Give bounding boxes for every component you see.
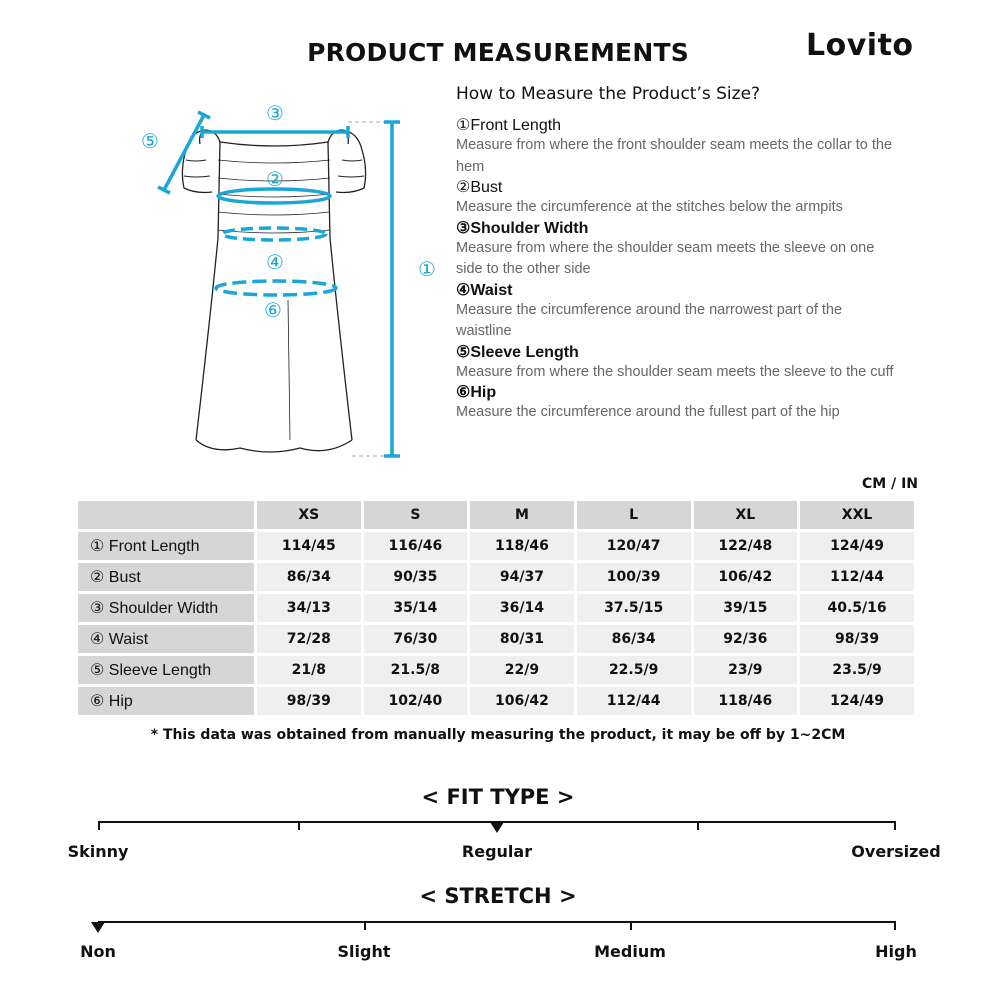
how-to-item xyxy=(456,281,896,343)
fit-type-title: < FIT TYPE > xyxy=(421,785,575,809)
table-row xyxy=(78,563,914,591)
how-to-item-title: ④Waist xyxy=(456,281,513,299)
scale-label: Medium xyxy=(594,942,666,961)
marker-front-length: ① xyxy=(418,257,436,281)
how-to-item-description: Measure the circumference at the stitches below the armpits xyxy=(456,199,843,215)
table-row xyxy=(78,656,914,684)
scale-label: Slight xyxy=(337,942,391,961)
marker-shoulder-width: ③ xyxy=(266,101,284,125)
table-cell: 36/14 xyxy=(470,594,574,622)
table-row xyxy=(78,594,914,622)
size-column-header: M xyxy=(470,501,574,529)
table-cell: 21/8 xyxy=(257,656,361,684)
marker-waist: ④ xyxy=(266,250,284,274)
size-column-header: S xyxy=(364,501,468,529)
scale-label: Non xyxy=(80,942,116,961)
table-cell: 94/37 xyxy=(470,563,574,591)
scale-tick xyxy=(894,921,896,930)
measurement-row-label: ③ Shoulder Width xyxy=(78,594,254,622)
table-cell: 118/46 xyxy=(694,687,798,715)
scale-label: Oversized xyxy=(851,842,941,861)
how-to-item-title: ⑤Sleeve Length xyxy=(456,343,579,361)
table-cell: 39/15 xyxy=(694,594,798,622)
table-cell: 23.5/9 xyxy=(800,656,914,684)
table-cell: 98/39 xyxy=(800,625,914,653)
table-cell: 40.5/16 xyxy=(800,594,914,622)
measurement-row-label: ② Bust xyxy=(78,563,254,591)
table-cell: 102/40 xyxy=(364,687,468,715)
how-to-item xyxy=(456,343,896,384)
scale-label: Regular xyxy=(461,842,533,861)
dress-illustration xyxy=(120,90,450,470)
measurement-row-label: ⑥ Hip xyxy=(78,687,254,715)
table-row xyxy=(78,532,914,560)
how-to-item-title: ②Bust xyxy=(456,179,503,196)
table-cell: 124/49 xyxy=(800,687,914,715)
how-to-item-description: Measure from where the shoulder seam meets the sleeve to the cuff xyxy=(456,363,894,380)
how-to-item xyxy=(456,178,896,219)
scale-selected-marker xyxy=(490,822,504,833)
marker-bust: ② xyxy=(266,167,284,191)
scale-selected-marker xyxy=(91,922,105,933)
scale-tick xyxy=(364,921,366,930)
how-to-item xyxy=(456,219,896,281)
scale-label: Skinny xyxy=(67,842,129,861)
table-row xyxy=(78,687,914,715)
marker-sleeve-length: ⑤ xyxy=(141,129,159,153)
table-cell: 21.5/8 xyxy=(364,656,468,684)
table-cell: 92/36 xyxy=(694,625,798,653)
size-column-header: XS xyxy=(257,501,361,529)
how-to-item xyxy=(456,116,896,178)
how-to-measure-heading: How to Measure the Product’s Size? xyxy=(456,84,761,104)
table-cell: 90/35 xyxy=(364,563,468,591)
table-cell: 112/44 xyxy=(800,563,914,591)
how-to-item-description: Measure the circumference around the narrowest part of the waistline xyxy=(456,301,843,339)
marker-hip: ⑥ xyxy=(264,298,282,322)
how-to-item-description: Measure the circumference around the fullest part of the hip xyxy=(456,404,840,420)
table-cell: 37.5/15 xyxy=(577,594,691,622)
scale-tick xyxy=(894,821,896,830)
scale-tick xyxy=(298,821,300,830)
how-to-item-title: ①Front Length xyxy=(456,117,562,134)
page-title: PRODUCT MEASUREMENTS xyxy=(307,38,689,67)
scale-tick xyxy=(630,921,632,930)
scale-line xyxy=(98,921,896,923)
how-to-item-description: Measure from where the front shoulder seam meets the collar to the hem xyxy=(456,137,893,175)
measurement-row-label: ④ Waist xyxy=(78,625,254,653)
size-chart-table xyxy=(75,498,917,718)
brand-logo: Lovito xyxy=(806,28,914,63)
table-cell: 124/49 xyxy=(800,532,914,560)
table-row xyxy=(78,625,914,653)
scale-tick xyxy=(98,821,100,830)
table-corner-cell xyxy=(78,501,254,529)
scale-label: High xyxy=(875,942,917,961)
how-to-item xyxy=(456,383,896,424)
measurement-row-label: ① Front Length xyxy=(78,532,254,560)
table-cell: 22.5/9 xyxy=(577,656,691,684)
size-column-header: XL xyxy=(694,501,798,529)
table-cell: 116/46 xyxy=(364,532,468,560)
table-cell: 106/42 xyxy=(694,563,798,591)
table-cell: 100/39 xyxy=(577,563,691,591)
how-to-measure xyxy=(456,84,896,424)
scale-tick xyxy=(697,821,699,830)
table-cell: 118/46 xyxy=(470,532,574,560)
table-cell: 114/45 xyxy=(257,532,361,560)
table-cell: 112/44 xyxy=(577,687,691,715)
how-to-item-description: Measure from where the shoulder seam meets the sleeve on one side to the other side xyxy=(456,239,875,277)
size-column-header: XXL xyxy=(800,501,914,529)
table-cell: 122/48 xyxy=(694,532,798,560)
table-cell: 23/9 xyxy=(694,656,798,684)
units-label: CM / IN xyxy=(862,476,918,492)
table-cell: 76/30 xyxy=(364,625,468,653)
size-column-header: L xyxy=(577,501,691,529)
table-cell: 98/39 xyxy=(257,687,361,715)
table-cell: 80/31 xyxy=(470,625,574,653)
measurement-row-label: ⑤ Sleeve Length xyxy=(78,656,254,684)
how-to-item-title: ③Shoulder Width xyxy=(456,219,589,237)
table-cell: 86/34 xyxy=(577,625,691,653)
measurement-note: * This data was obtained from manually measuring the product, it may be off by 1~2CM xyxy=(150,727,846,743)
table-cell: 22/9 xyxy=(470,656,574,684)
size-table-header xyxy=(78,501,914,529)
table-cell: 72/28 xyxy=(257,625,361,653)
table-cell: 86/34 xyxy=(257,563,361,591)
how-to-measure-list xyxy=(456,116,896,424)
table-cell: 35/14 xyxy=(364,594,468,622)
table-cell: 34/13 xyxy=(257,594,361,622)
table-cell: 106/42 xyxy=(470,687,574,715)
table-cell: 120/47 xyxy=(577,532,691,560)
how-to-item-title: ⑥Hip xyxy=(456,384,497,401)
stretch-title: < STRETCH > xyxy=(419,884,577,908)
